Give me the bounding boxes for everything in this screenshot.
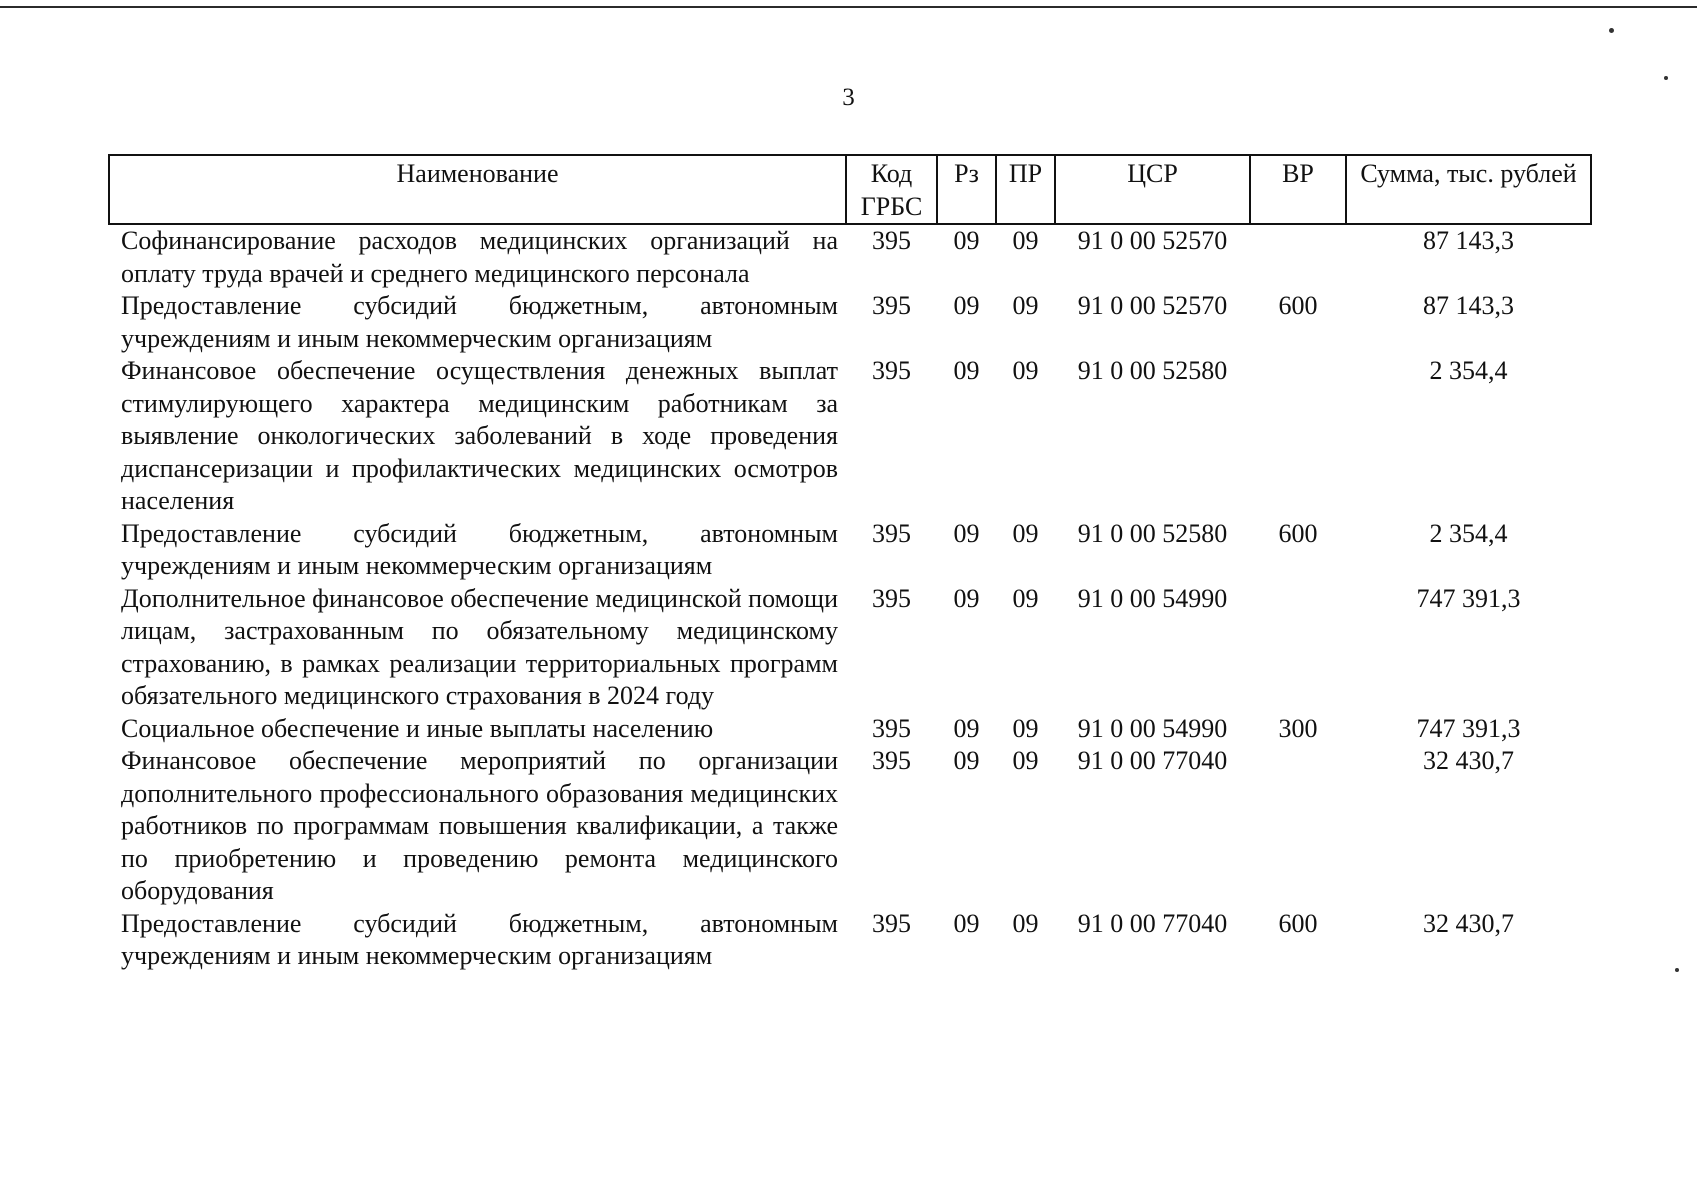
row-csr: 91 0 00 54990 <box>1077 583 1228 613</box>
row-name: Предоставление субсидий бюджетным, автономным учреждениям и иным некоммерческим организациям <box>121 518 838 580</box>
table-row <box>109 713 1591 746</box>
row-vr <box>1250 355 1346 518</box>
row-grbs: 395 <box>872 356 911 385</box>
row-rz: 09 <box>953 583 980 613</box>
row-vr <box>1250 583 1346 713</box>
row-rz: 09 <box>953 226 980 255</box>
row-vr: 300 <box>1278 713 1318 743</box>
row-vr: 600 <box>1278 908 1318 938</box>
row-grbs: 395 <box>872 583 911 613</box>
row-csr: 91 0 00 52570 <box>1077 291 1228 320</box>
scan-speck <box>1675 968 1679 972</box>
header-vr: ВР <box>1250 155 1346 224</box>
row-name: Финансовое обеспечение осуществления денежных выплат стимулирующего характера медицинским работникам за выявление онкологических заболеваний в ходе проведения диспансеризации и профилактических медицинских осмотров населения <box>121 356 838 515</box>
row-pr: 09 <box>1012 518 1039 548</box>
row-vr: 600 <box>1278 518 1318 548</box>
row-pr: 09 <box>1012 746 1039 775</box>
row-grbs: 395 <box>872 518 911 548</box>
row-rz: 09 <box>953 908 980 938</box>
scan-speck <box>1664 76 1668 80</box>
row-grbs: 395 <box>872 713 911 743</box>
row-pr: 09 <box>1012 713 1039 743</box>
row-sum: 747 391,3 <box>1416 713 1521 743</box>
header-grbs: Код ГРБС <box>846 155 937 224</box>
row-rz: 09 <box>953 518 980 548</box>
row-vr <box>1250 224 1346 290</box>
header-pr: ПР <box>996 155 1055 224</box>
row-rz: 09 <box>953 356 980 385</box>
table-row <box>109 518 1591 583</box>
row-rz: 09 <box>953 746 980 775</box>
row-rz: 09 <box>953 713 980 743</box>
row-grbs: 395 <box>872 908 911 938</box>
row-sum: 32 430,7 <box>1423 908 1514 938</box>
header-sum: Сумма, тыс. рублей <box>1346 155 1591 224</box>
row-name: Софинансирование расходов медицинских организаций на оплату труда врачей и среднего медицинского персонала <box>121 226 838 288</box>
row-csr: 91 0 00 54990 <box>1077 713 1228 743</box>
row-sum: 87 143,3 <box>1423 226 1514 255</box>
row-csr: 91 0 00 52570 <box>1077 226 1228 255</box>
row-csr: 91 0 00 52580 <box>1077 356 1228 385</box>
table-row <box>109 355 1591 518</box>
table-row <box>109 745 1591 908</box>
row-name: Предоставление субсидий бюджетным, автономным учреждениям и иным некоммерческим организациям <box>121 908 838 970</box>
table-row <box>109 224 1591 290</box>
row-vr <box>1250 745 1346 908</box>
row-name: Предоставление субсидий бюджетным, автономным учреждениям и иным некоммерческим организациям <box>121 291 838 353</box>
row-sum: 2 354,4 <box>1429 356 1508 385</box>
row-sum: 747 391,3 <box>1416 583 1521 613</box>
row-name: Социальное обеспечение и иные выплаты населению <box>121 713 714 743</box>
row-rz: 09 <box>953 291 980 320</box>
budget-table <box>108 154 1592 973</box>
row-csr: 91 0 00 77040 <box>1077 908 1228 938</box>
header-rz: Рз <box>937 155 996 224</box>
scan-top-edge <box>0 6 1697 8</box>
row-name: Финансовое обеспечение мероприятий по организации дополнительного профессионального образования медицинских работников по программам повышения квалификации, а также по приобретению и проведению ремонта медицинского оборудования <box>121 746 838 905</box>
row-vr: 600 <box>1278 291 1318 320</box>
row-grbs: 395 <box>872 746 911 775</box>
page-number: 3 <box>842 84 855 111</box>
row-csr: 91 0 00 77040 <box>1077 746 1228 775</box>
row-grbs: 395 <box>872 226 911 255</box>
row-name: Дополнительное финансовое обеспечение медицинской помощи лицам, застрахованным по обязательному медицинскому страхованию, в рамках реализации территориальных программ обязательного медицинского страхования в 2024 году <box>121 583 838 710</box>
row-pr: 09 <box>1012 356 1039 385</box>
table-header-row <box>109 155 1591 224</box>
table-row <box>109 290 1591 355</box>
row-pr: 09 <box>1012 908 1039 938</box>
scan-speck <box>1609 28 1614 33</box>
row-pr: 09 <box>1012 226 1039 255</box>
table-row <box>109 908 1591 973</box>
row-csr: 91 0 00 52580 <box>1077 518 1228 548</box>
row-sum: 2 354,4 <box>1429 518 1508 548</box>
header-csr: ЦСР <box>1055 155 1250 224</box>
row-sum: 32 430,7 <box>1423 746 1514 775</box>
table-row <box>109 583 1591 713</box>
header-name: Наименование <box>109 155 846 224</box>
row-sum: 87 143,3 <box>1423 291 1514 320</box>
row-pr: 09 <box>1012 291 1039 320</box>
row-pr: 09 <box>1012 583 1039 613</box>
row-grbs: 395 <box>872 291 911 320</box>
